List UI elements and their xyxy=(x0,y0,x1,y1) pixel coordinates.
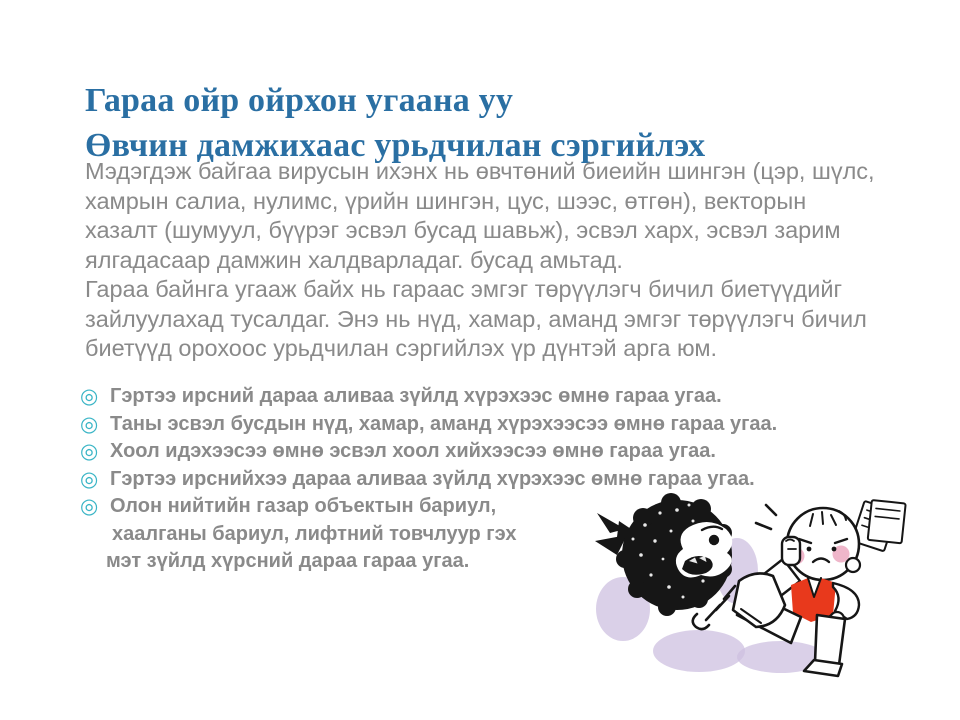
list-item-text: Гэртээ ирсний дараа аливаа зүйлд хүрэхээс өмнө гараа угаа. xyxy=(110,385,722,407)
paragraph-line: Мэдэгдэж байгаа вирусын ихэнх нь өвчтөний биеийн шингэн (цэр, шүлс, xyxy=(85,158,875,184)
emphasis-marks xyxy=(756,505,776,529)
list-item-text: Таны эсвэл бусдын нүд, хамар, аманд хүрэхээсээ өмнө гараа угаа. xyxy=(110,412,778,435)
paragraph-line: зайлуулахад тусалдаг. Энэ нь нүд, хамар, аманд эмгэг төрүүлэгч бичил xyxy=(85,305,867,332)
paragraph-line: ялгадасаар дамжин халдварладаг. бусад амьтад. xyxy=(85,246,623,273)
bullseye-bullet-icon: ◎ xyxy=(80,439,99,463)
bullseye-bullet-icon: ◎ xyxy=(80,384,99,408)
list-item xyxy=(80,438,777,466)
paragraph-line: хамрын салиа, нулимс, үрийн шингэн, цус, шээс, өтгөн), векторын xyxy=(85,187,807,214)
title-line-1: Гараа ойр ойрхон угаана уу xyxy=(85,81,514,119)
bullseye-bullet-icon: ◎ xyxy=(80,494,99,518)
list-item-text: хаалганы бариул, лифтний товчлуур гэх xyxy=(112,522,517,545)
bullseye-bullet-icon: ◎ xyxy=(80,466,99,491)
list-item-text: Гэртээ ирснийхээ дараа аливаа зүйлд хүрэхээс өмнө гараа угаа. xyxy=(110,467,755,490)
page-title xyxy=(85,78,705,168)
list-item-text: Хоол идэхээсээ өмнө эсвэл хоол хийхээсээ өмнө гараа угаа. xyxy=(110,440,716,462)
title-line-2: Өвчин дамжихаас урьдчилан сэргийлэх xyxy=(85,126,706,164)
intro-paragraph xyxy=(85,157,875,364)
paragraph-line: биетүүд орохоос урьдчилан сэргийлэх үр дүнтэй арга юм. xyxy=(85,335,718,361)
list-item-text: Олон нийтийн газар объектын бариул, xyxy=(110,495,497,517)
paragraph-line: Гараа байнга угааж байх нь гараас эмгэг төрүүлэгч бичил биетүүдийг xyxy=(85,276,843,302)
bullseye-bullet-icon: ◎ xyxy=(80,411,99,436)
list-item-text: мэт зүйлд хүрсний дараа гараа угаа. xyxy=(106,550,470,572)
list-item xyxy=(80,411,777,439)
child-ear xyxy=(846,558,860,572)
list-item xyxy=(80,383,777,411)
germ-kick-illustration xyxy=(585,483,920,715)
paragraph-line: хазалт (шумуул, бүүрэг эсвэл бусад шавьж), эсвэл харх, эсвэл зарим xyxy=(85,217,841,243)
